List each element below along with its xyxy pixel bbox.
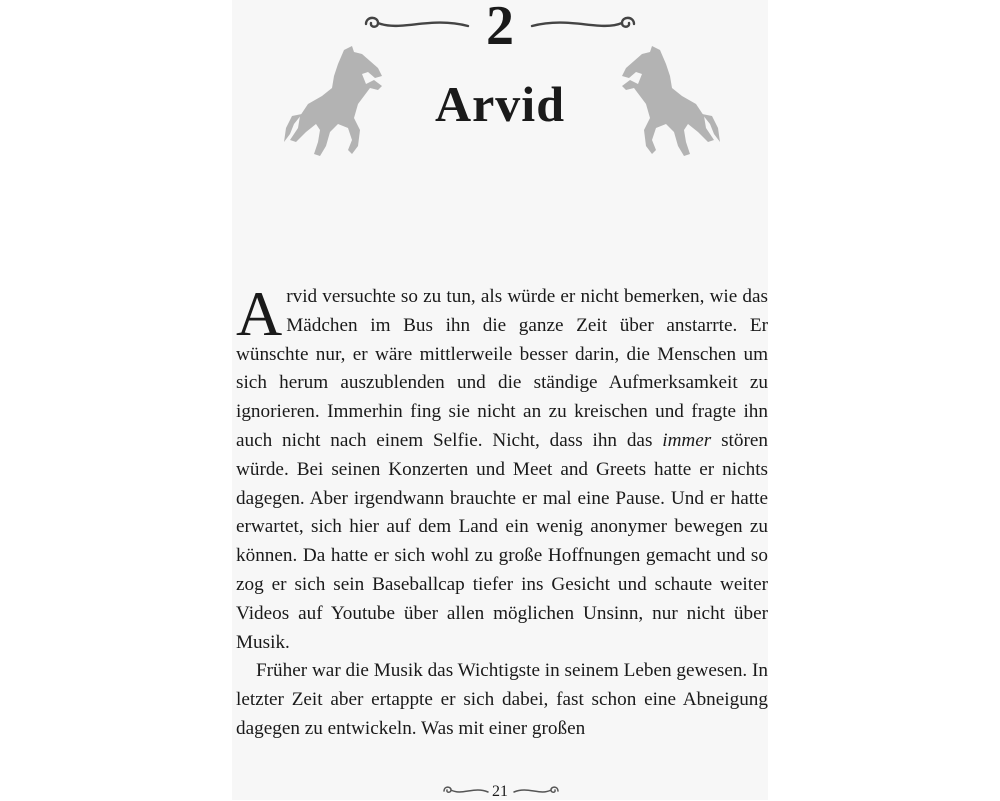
chapter-body	[236, 278, 769, 744]
paragraph-2: Früher war die Musik das Wichtigste in seinem Leben gewesen. In letzter Zeit aber ertappte er sich dabei, fast schon eine Abneigung dagegen zu entwickeln. Was mit einer großen	[236, 660, 769, 739]
rearing-horse-icon	[282, 44, 392, 159]
paragraph-1-tail: stören würde. Bei seinen Konzerten und Meet and Greets hatte er nichts dagegen. Aber irgendwann brauchte er mal eine Pause. Und er hatte erwartet, sich hier auf dem Land ein wenig anonymer bewegen zu können. Da hatte er sich wohl zu große Hoffnungen gemacht und so zog er sich sein Baseballcap tiefer ins Gesicht und schaute weiter Videos auf Youtube über allen möglichen Unsinn, nur nicht über Musik.	[236, 429, 768, 653]
page-number: 21	[492, 783, 508, 800]
emphasis-text: immer	[662, 429, 712, 451]
rearing-horse-icon	[612, 44, 722, 159]
footer-right-swirl	[512, 784, 562, 798]
paragraph-1	[236, 278, 768, 657]
chapter-title: Arvid	[435, 76, 565, 132]
drop-cap: A	[236, 278, 283, 349]
chapter-number: 2	[486, 0, 514, 57]
paragraph-1-text: rvid versuchte so zu tun, als würde er nicht bemerken, wie das Mädchen im Bus ihn die ganze Zeit über anstarrte. Er wünschte nur, er wäre mittlerweile besser darin, die Menschen um sich herum auszublenden und die ständige Aufmerksamkeit zu ignorieren. Immerhin fing sie nicht an zu kreischen und fragte ihn auch nicht nach einem Selfie. Nicht, dass ihn das	[236, 286, 768, 451]
